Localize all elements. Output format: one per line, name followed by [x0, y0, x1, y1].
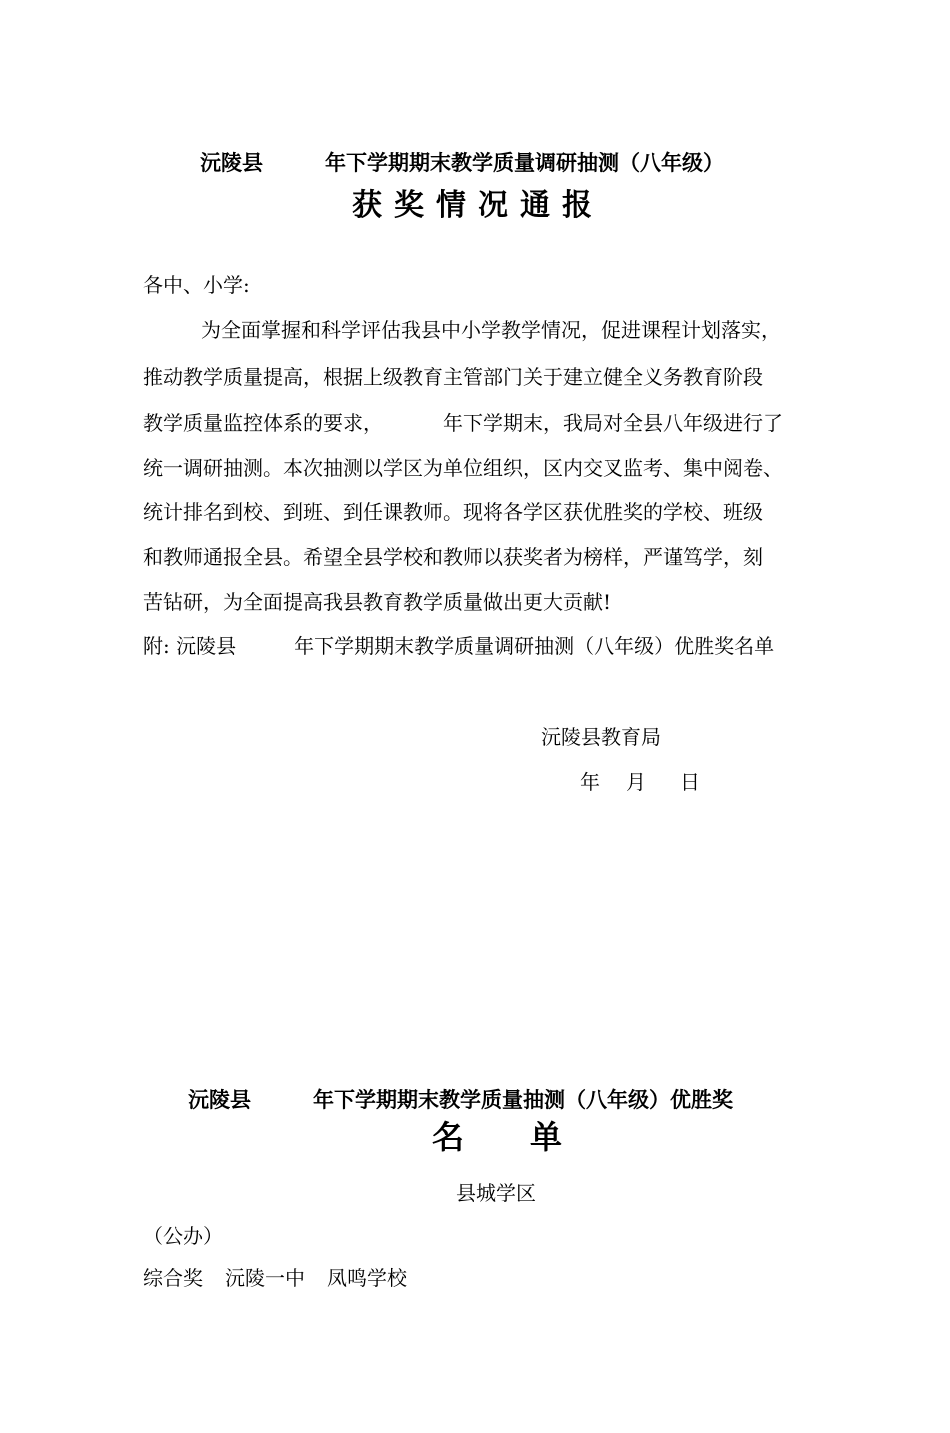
award-main-title [432, 1112, 562, 1158]
paragraph-line-3-part-2: 年下学期末，我局对全县八年级进行了 [443, 411, 783, 435]
award-label: 综合奖 [143, 1266, 203, 1290]
award-title-line [188, 1084, 733, 1114]
attachment-prefix: 附: 沅陵县 [143, 634, 237, 658]
paragraph-line-2: 推动教学质量提高，根据上级教育主管部门关于建立健全义务教育阶段 [143, 365, 763, 389]
award-school-1: 沅陵一中 [225, 1266, 305, 1290]
date-day: 日 [680, 770, 700, 794]
attachment-rest: 年下学期期末教学质量调研抽测（八年级）优胜奖名单 [294, 634, 775, 658]
paragraph-line-5: 统计排名到校、到班、到任课教师。现将各学区获优胜奖的学校、班级 [143, 500, 763, 524]
paragraph-line-4: 统一调研抽测。本次抽测以学区为单位组织，区内交叉监考、集中阅卷、 [143, 456, 783, 480]
award-main-title-1: 名 [432, 1118, 465, 1156]
date-month: 月 [626, 770, 646, 794]
issuer: 沅陵县教育局 [541, 725, 661, 749]
school-category: （公办） [143, 1224, 223, 1248]
award-school-2: 凤鸣学校 [327, 1266, 407, 1290]
date-line [580, 759, 700, 806]
notice-main-title: 获奖情况通报 [352, 188, 604, 223]
award-title-rest: 年下学期期末教学质量抽测（八年级）优胜奖 [313, 1088, 733, 1112]
notice-title-rest: 年下学期期末教学质量调研抽测（八年级） [325, 151, 724, 175]
paragraph-line-6: 和教师通报全县。希望全县学校和教师以获奖者为榜样，严谨笃学，刻 [143, 545, 763, 569]
award-main-title-2: 单 [530, 1118, 563, 1156]
notice-title-county: 沅陵县 [200, 151, 263, 175]
paragraph-line-3-part-1: 教学质量监控体系的要求， [143, 411, 383, 435]
paragraph-line-3 [143, 400, 783, 447]
salutation: 各中、小学: [143, 273, 250, 297]
attachment-line [143, 623, 774, 670]
district-name: 县城学区 [456, 1181, 536, 1205]
notice-title-line [200, 147, 724, 177]
award-row [143, 1255, 407, 1302]
paragraph-line-7: 苦钻研，为全面提高我县教育教学质量做出更大贡献! [143, 590, 612, 614]
date-year: 年 [580, 770, 600, 794]
award-title-county: 沅陵县 [188, 1088, 251, 1112]
paragraph-line-1: 为全面掌握和科学评估我县中小学教学情况，促进课程计划落实， [201, 318, 781, 342]
